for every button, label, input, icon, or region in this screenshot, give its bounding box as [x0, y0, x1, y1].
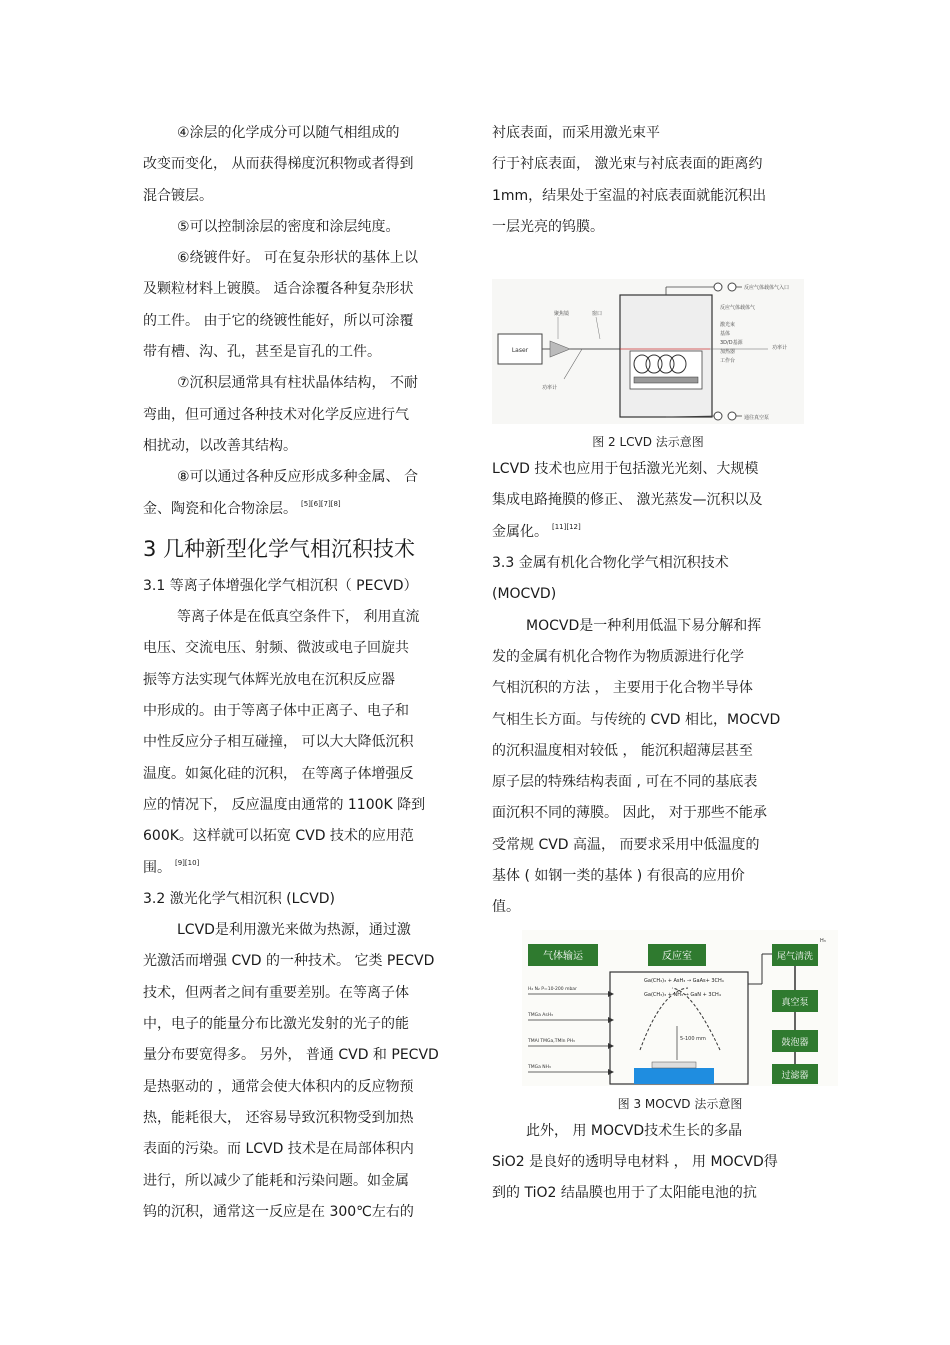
mocvd-line-5: 的沉积温度相对较低 ， 能沉积超薄层甚至	[492, 742, 753, 759]
reaction-1: Ga(CH₃)₃ + AsH₃ → GaAs+ 3CH₄	[644, 977, 724, 984]
gas-input-4: TMGa NH₃	[528, 1064, 551, 1070]
power-meter-2-label: 功率计	[772, 345, 788, 352]
tail-gas-label: 尾气清洗	[776, 951, 814, 962]
mocvd-line-7: 面沉积不同的薄膜。 因此， 对于那些不能承	[492, 805, 767, 822]
lcvd-schematic-svg	[492, 279, 804, 424]
section-3-2-title: 3.2 激光化学气相沉积 (LCVD)	[143, 890, 336, 907]
lcvd-cont-line-3: 1mm，结果处于室温的衬底表面就能沉积出	[492, 187, 767, 204]
section-3-1-title: 3.1 等离子体增强化学气相沉积（ PECVD）	[143, 577, 418, 594]
lcvd-line-7: 热，能耗很大， 还容易导致沉积物受到加热	[143, 1109, 414, 1126]
figure-3-caption: 图 3 MOCVD 法示意图	[617, 1096, 743, 1111]
right-column	[492, 118, 832, 1210]
lens-label: 聚焦镜	[554, 311, 570, 318]
lcvd-line-1: LCVD是利用激光来做为热源，通过激	[177, 922, 411, 939]
item-6-line-4: 带有槽、沟、孔，甚至是盲孔的工件。	[143, 344, 381, 361]
lcvd-line-2: 光激活而增强 CVD 的一种技术。 它类 PECVD	[143, 953, 435, 970]
pecvd-end: 围。	[143, 859, 171, 876]
mocvd-line-2: 发的金属有机化合物作为物质源进行化学	[492, 648, 744, 665]
citation-5-8: [5][6][7][8]	[301, 499, 341, 508]
lcvd-apps-line-1: LCVD 技术也应用于包括激光光刻、大规模	[492, 461, 759, 478]
lcvd-line-8: 表面的污染。而 LCVD 技术是在局部体积内	[143, 1141, 414, 1158]
closing-line-2: SiO2 是良好的透明导电材料 ， 用 MOCVD得	[492, 1153, 778, 1170]
h3-label: H₃	[820, 937, 826, 944]
citation-9-10: [9][10]	[175, 858, 200, 867]
item-8-text: 金、陶瓷和化合物涂层。	[143, 500, 297, 517]
figure-2-lcvd-diagram	[492, 279, 804, 424]
mocvd-line-4: 气相生长方面。与传统的 CVD 相比，MOCVD	[492, 711, 781, 728]
xyz-label: 3D/D基源	[720, 340, 743, 347]
section-3-3-title-line-1: 3.3 金属有机化合物化学气相沉积技术	[492, 555, 729, 572]
item-4-line-1: ④涂层的化学成分可以随气相组成的	[177, 125, 400, 141]
gas-input-1: H₂ N₂ P=10-200 mbar	[528, 986, 577, 992]
item-6-line-3: 的工件。 由于它的绕镀性能好，所以可涂覆	[143, 312, 414, 329]
closing-line-3: 到的 TiO2 结晶膜也用于了太阳能电池的抗	[492, 1185, 757, 1202]
reactor-label: 反应室	[662, 950, 692, 962]
pecvd-line-9	[143, 853, 473, 884]
stage-label: 工作台	[720, 358, 736, 365]
gas-mix-label: 反应气体载体气	[720, 305, 756, 312]
mocvd-line-3: 气相沉积的方法 ， 主要用于化合物半导体	[492, 680, 753, 697]
gas-system-label: 气体输运	[543, 950, 583, 962]
gas-input-2: TMGa AsH₃	[528, 1012, 553, 1018]
power-meter-label: 功率计	[542, 385, 558, 392]
filter-label: 过滤器	[781, 1070, 809, 1081]
pecvd-line-6: 温度。如氮化硅的沉积， 在等离子体增强反	[143, 765, 414, 782]
pecvd-line-3: 振等方法实现气体辉光放电在沉积反应器	[143, 671, 395, 688]
laser-label: Laser	[511, 347, 529, 355]
mocvd-schematic-svg	[522, 930, 838, 1086]
lcvd-line-10: 钨的沉积，通常这一反应是在 300℃左右的	[143, 1203, 414, 1220]
pecvd-line-8: 600K。这样就可以拓宽 CVD 技术的应用范	[143, 828, 414, 845]
item-7-line-2: 弯曲，但可通过各种技术对化学反应进行气	[143, 406, 409, 423]
mocvd-line-10: 值。	[492, 899, 520, 916]
lcvd-apps-line-3	[492, 517, 832, 548]
left-column	[143, 118, 473, 1228]
lcvd-cont-line-2: 行于衬底表面， 激光束与衬底表面的距离约	[492, 156, 763, 173]
gas-input-3: TMAl TMGa,TMIn PH₃	[528, 1038, 575, 1044]
window-label: 窗口	[592, 311, 603, 318]
vacuum-pump-label: 真空泵	[781, 997, 809, 1008]
mocvd-line-6: 原子层的特殊结构表面 , 可在不同的基底表	[492, 774, 758, 791]
item-7-line-3: 相扰动，以改善其结构。	[143, 437, 297, 454]
section-3-3-title-line-2: (MOCVD)	[492, 586, 557, 603]
closing-line-1: 此外， 用 MOCVD技术生长的多晶	[526, 1122, 743, 1139]
bubbler-label: 鼓泡器	[781, 1037, 809, 1048]
mocvd-line-9: 基体 ( 如钢一类的基体 ) 有很高的应用价	[492, 868, 745, 885]
item-7-line-1: ⑦沉积层通常具有柱状晶体结构， 不耐	[177, 375, 418, 392]
pecvd-line-7: 应的情况下， 反应温度由通常的 1100K 降到	[143, 796, 426, 813]
gas-inlet-label: 反应气体载体气入口	[744, 285, 790, 292]
lcvd-line-9: 进行，所以减少了能耗和污染问题。如金属	[143, 1172, 409, 1189]
lcvd-line-5: 量分布要宽得多。 另外， 普通 CVD 和 PECVD	[143, 1047, 439, 1064]
exhaust-label: 通往真空泵	[744, 415, 770, 422]
lcvd-cont-line-4: 一层光亮的钨膜。	[492, 218, 604, 235]
laser-beam-label: 激光束	[720, 322, 736, 329]
item-4-line-3: 混合镀层。	[143, 187, 213, 204]
distance-label: 5-100 mm	[680, 1035, 706, 1042]
citation-11-12: [11][12]	[552, 522, 581, 531]
section-3-title: 3 几种新型化学气相沉积技术	[143, 536, 416, 561]
pecvd-line-2: 电压、交流电压、射频、微波或电子回旋共	[143, 640, 409, 657]
lcvd-line-4: 中，电子的能量分布比激光发射的光子的能	[143, 1016, 409, 1033]
exhaust-valve-icon	[714, 412, 722, 420]
inlet-valve-icon	[714, 283, 722, 291]
lcvd-cont-line-1: 衬底表面，而采用激光束平	[492, 125, 660, 141]
item-8-line-2	[143, 494, 473, 525]
pecvd-line-5: 中性反应分子相互碰撞， 可以大大降低沉积	[143, 734, 414, 751]
lcvd-line-3: 技术，但两者之间有重要差别。在等离子体	[143, 984, 409, 1001]
pecvd-line-4: 中形成的。由于等离子体中正离子、电子和	[143, 703, 409, 720]
heater-label: 加热器	[720, 349, 736, 356]
reaction-2: Ga(CH₃)₃ + NH₃ → GaN + 3CH₄	[644, 991, 721, 998]
item-4-line-2: 改变而变化， 从而获得梯度沉积物或者得到	[143, 156, 414, 173]
lcvd-apps-line-2: 集成电路掩膜的修正、 激光蒸发—沉积以及	[492, 492, 763, 509]
item-8-line-1: ⑧可以通过各种反应形成多种金属、 合	[177, 469, 418, 486]
item-6-line-2: 及颗粒材料上镀膜。 适合涂覆各种复杂形状	[143, 281, 414, 298]
item-5: ⑤可以控制涂层的密度和涂层纯度。	[177, 218, 400, 235]
pecvd-line-1: 等离子体是在低真空条件下， 利用直流	[177, 609, 420, 626]
item-6-line-1: ⑥绕镀件好。 可在复杂形状的基体上以	[177, 250, 418, 267]
substrate-heater	[634, 1068, 714, 1084]
lcvd-line-6: 是热驱动的 ，通常会使大体积内的反应物预	[143, 1078, 414, 1095]
figure-2-caption: 图 2 LCVD 法示意图	[592, 435, 704, 450]
substrate-label: 基体	[720, 331, 731, 338]
mocvd-line-1: MOCVD是一种利用低温下易分解和挥	[526, 617, 762, 634]
mocvd-line-8: 受常规 CVD 高温， 而要求采用中低温度的	[492, 836, 760, 853]
figure-3-mocvd-diagram	[522, 930, 838, 1086]
lcvd-apps-end: 金属化。	[492, 523, 548, 540]
